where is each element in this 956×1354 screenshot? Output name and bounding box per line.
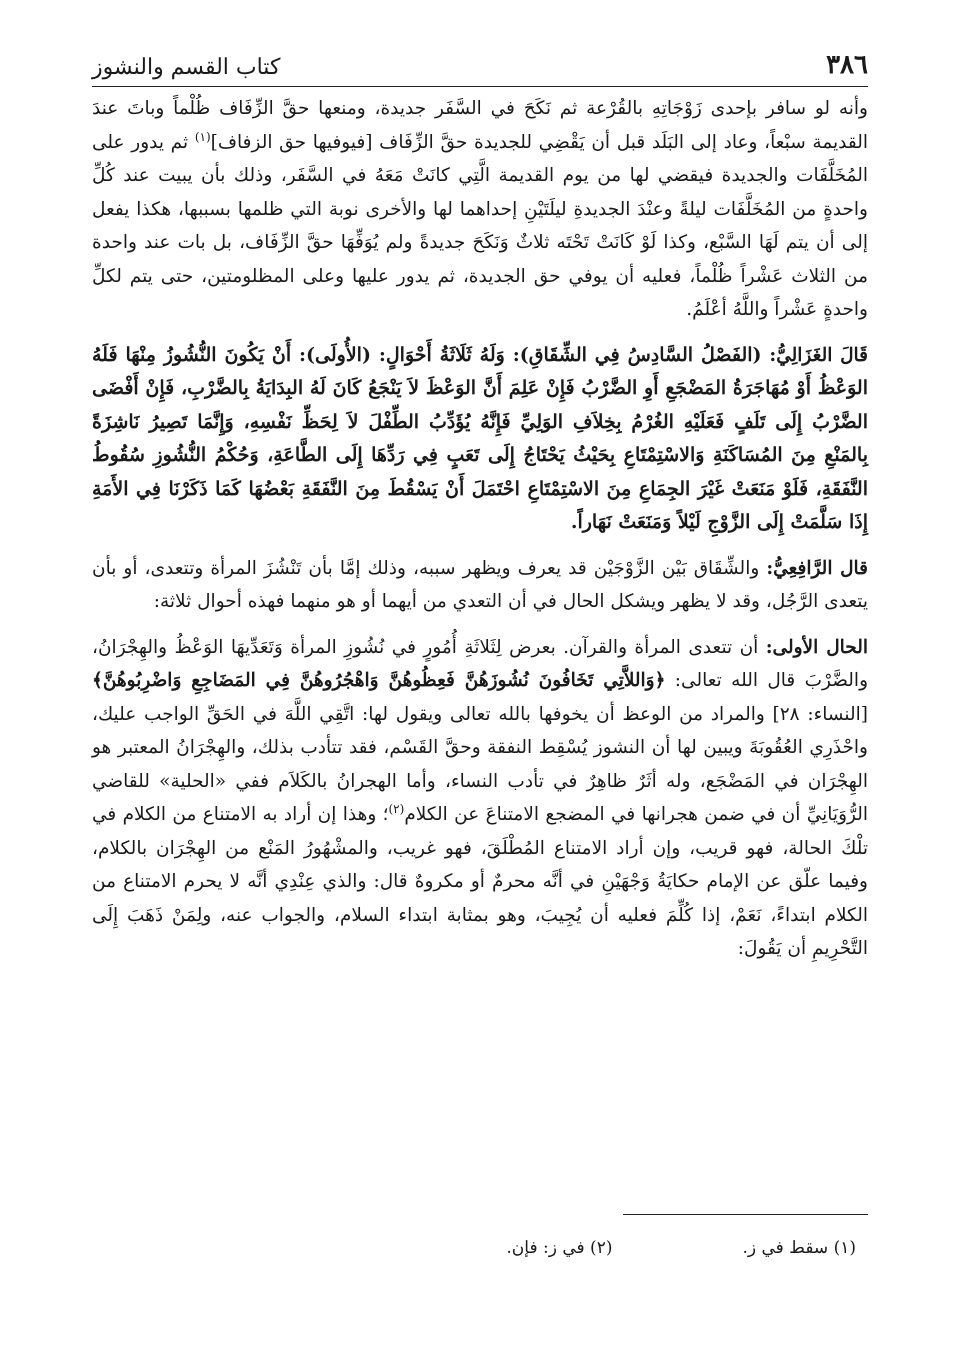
paragraph-1-text-b: ثم يدور على المُخَلَّفَات والجديدة فيقضي لها من يوم القديمة الَّتِي كانَتْ مَعَهُ في السَّفَر، وذلك بأن يبيت عند كُلِّ واحدةٍ من المُخَلَّفَات ليلةً وعنْدَ الجديدةِ ليلَتَيْنِ إحداهما لها والأخرى نوبة التي ظلمها بسببها، هكذا يفعل إلى أن يتم لَهَا السَّبْع، وكذا لَوْ كَانَتْ تَحْتَه ثلاثٌ وَنَكَحَ جديدةً ولم يُوَفِّهَا حقَّ الزِّفَاف، بل بات عند واحدة من الثلاث عَشْراً ظُلْماً، فعليه أن يوفي حق الجديدة، ثم يدور عليها وعلى المظلومتين، حتى يتم لكلِّ واحدةٍ عَشْراً واللَّهُ أعْلَمُ. [92, 131, 868, 320]
footnote-divider [623, 1214, 868, 1215]
running-header [92, 30, 868, 87]
quran-verse: ﴿وَاللاَّتِي تَخَافُونَ نُشُوزَهُنَّ فَعِظُوهُنَّ وَاهْجُرُوهُنَّ فِي المَضَاجِعِ وَاضْرِبُوهُنَّ﴾ [92, 670, 666, 691]
footnote-1 [742, 1238, 856, 1258]
footnotes [92, 1238, 856, 1258]
main-text [92, 92, 868, 978]
footnote-2 [506, 1238, 612, 1258]
ghazali-lead: قَالَ الغَزَالِيُّ: [769, 344, 868, 366]
footnote-1-marker: (١) [833, 1238, 856, 1258]
paragraph-1-text-a: وأنه لو سافر بإحدى زَوْجَاتِهِ بالقُرْعة ثم نَكَحَ في السَّفَر جديدة، ومنعها حقَّ الزِّفَاف ظُلْماً وباتَ عندَ القديمة سبْعاً، وعاد إلى البَلَد قبل أن يَقْضِي للجديدة حقَّ الزِّفَاف [فيوفيها حق الزفاف] [92, 98, 869, 153]
first-case-text-b: [النساء: ٢٨] والمراد من الوعظ أن يخوفها بالله تعالى ويقول لها: اتَّقِي اللَّهَ في الحَقِّ الواجب عليك، واحْذَرِي العُقُوبَةَ ويبين لها أن النشوز يُسْقِط النفقة وحقَّ القَسْم، فقد تتأدب بذلك، والهِجْرَانُ المعتبر هو الهِجْرَان في المَضْجَع، وله أثَرٌ ظاهِرٌ في تأدب النساء، وأما الهجرانُ بالكَلاَم ففي «الحلية» للقاضي الرُّوَيَانِيِّ أن في ضمن هجرانها في المضجع الامتناعَ عن الكلام [92, 703, 868, 825]
footnote-2-marker: (٢) [590, 1238, 613, 1258]
paragraph-rafii [92, 552, 868, 619]
first-case-text-a: أن تتعدى المرأة والقرآن. بعرض لِثَلاثَةِ أُمُورٍ في نُشُوزِ المرأة وَتَعَدِّيهَا الوَعْظُ والهِجْرَانُ، والضَّرْبَ قال الله تعالى: [92, 636, 869, 691]
book-title: كتاب القسم والنشوز [92, 55, 281, 80]
rafii-lead: قال الرَّافِعِيُّ: [766, 557, 868, 579]
paragraph-ghazali [92, 339, 868, 540]
paragraph-1 [92, 92, 868, 327]
footnote-marker-2: (٢) [388, 801, 405, 816]
footnote-1-text: سقط في ز. [742, 1238, 829, 1258]
rafii-text: والشِّقَاق بَيْن الزَّوْجَيْن قد يعرف ويظهر سببه، وذلك إمَّا بأن تَنْشُزَ المرأة وتتعدى، أو بأن يتعدى الرَّجُل، وقد لا يظهر ويشكل الحال في أن التعدي من أيهما أو هو منهما فهذه أحوال ثلاثة: [92, 557, 868, 612]
first-case-text-c: ؛ وهذا إن أراد به الامتناع من الكلام في تلْكَ الحالة، فهو قريب، وإن أراد الامتناع المُطْلَقَ، فهو غريب، والمشْهُورُ المَنْع من الهِجْرَان بالكلام، وفيما علّق عن الإمام حكايَةُ وَجْهَيْنِ في أنَّه محرمٌ أو مكروهٌ قال: والذي عِنْدِي أنَّه لا يحرم الامتناع من الكلام ابتداءً، نَعَمْ، إذا كُلِّمَ فعليه أن يُجِيبَ، وهو بمثابة ابتداء السلام، والجواب عنه، ولِمَنْ ذَهَبَ إِلَى التَّحْرِيمِ أن يَقُولَ: [92, 804, 868, 959]
first-case-lead: الحال الأولى: [765, 636, 868, 658]
footnote-2-text: في ز: فإن. [506, 1238, 585, 1258]
page-number: ٣٨٦ [826, 50, 868, 80]
ghazali-matn: (الفَصْلُ السَّادِسُ فِي الشِّقَاقِ): وَلَهُ ثَلَاثَةُ أَحْوَالٍ: (الأُولَى): أَنْ يَكُونَ النُّشُوزُ مِنْهَا فَلَهُ الوَعْظُ أَوْ مُهَاجَرَةُ المَضْجَعِ أَوِ الضَّرْبُ فَإِنْ عَلِمَ أَنَّ الوَعْظَ لاَ يَنْجَعُ كَانَ لَهُ البِدَايَةُ بِالضَّرْبِ، فَإِنْ أَفْضَى الضَّرْبُ إِلَى تَلَفٍ فَعَلَيْهِ الغُرْمُ بِخِلاَفِ الوَلِيِّ فَإِنَّهُ يُؤَدِّبُ الطِّفْلَ لاَ لِحَظِّ نَفْسِهِ، وَإِنَّمَا تَصِيرُ نَاشِزَةً بِالمَنْعِ مِنَ المُسَاكَنَةِ وَالاسْتِمْتَاعِ بِحَيْثُ يَحْتَاجُ إِلَى تَعَبٍ فِي رَدِّهَا إِلَى الطَّاعَةِ، وَحُكْمُ النُّشُوزِ سُقُوطُ النَّفَقَةِ، فَلَوْ مَنَعَتْ غَيْرَ الجِمَاعِ مِنَ الاسْتِمْتَاعِ احْتَمَلَ أَنْ يَسْقُطَ مِنَ النَّفَقَةِ بَعْضُهَا كَمَا ذَكَرْنَا فِي الأَمَةِ إِذَا سَلَّمَتْ إِلَى الزَّوْجِ لَيْلاً وَمَنَعَتْ نَهَاراً. [92, 343, 868, 533]
footnote-marker-1: (١) [194, 129, 211, 144]
paragraph-first-case [92, 631, 868, 966]
